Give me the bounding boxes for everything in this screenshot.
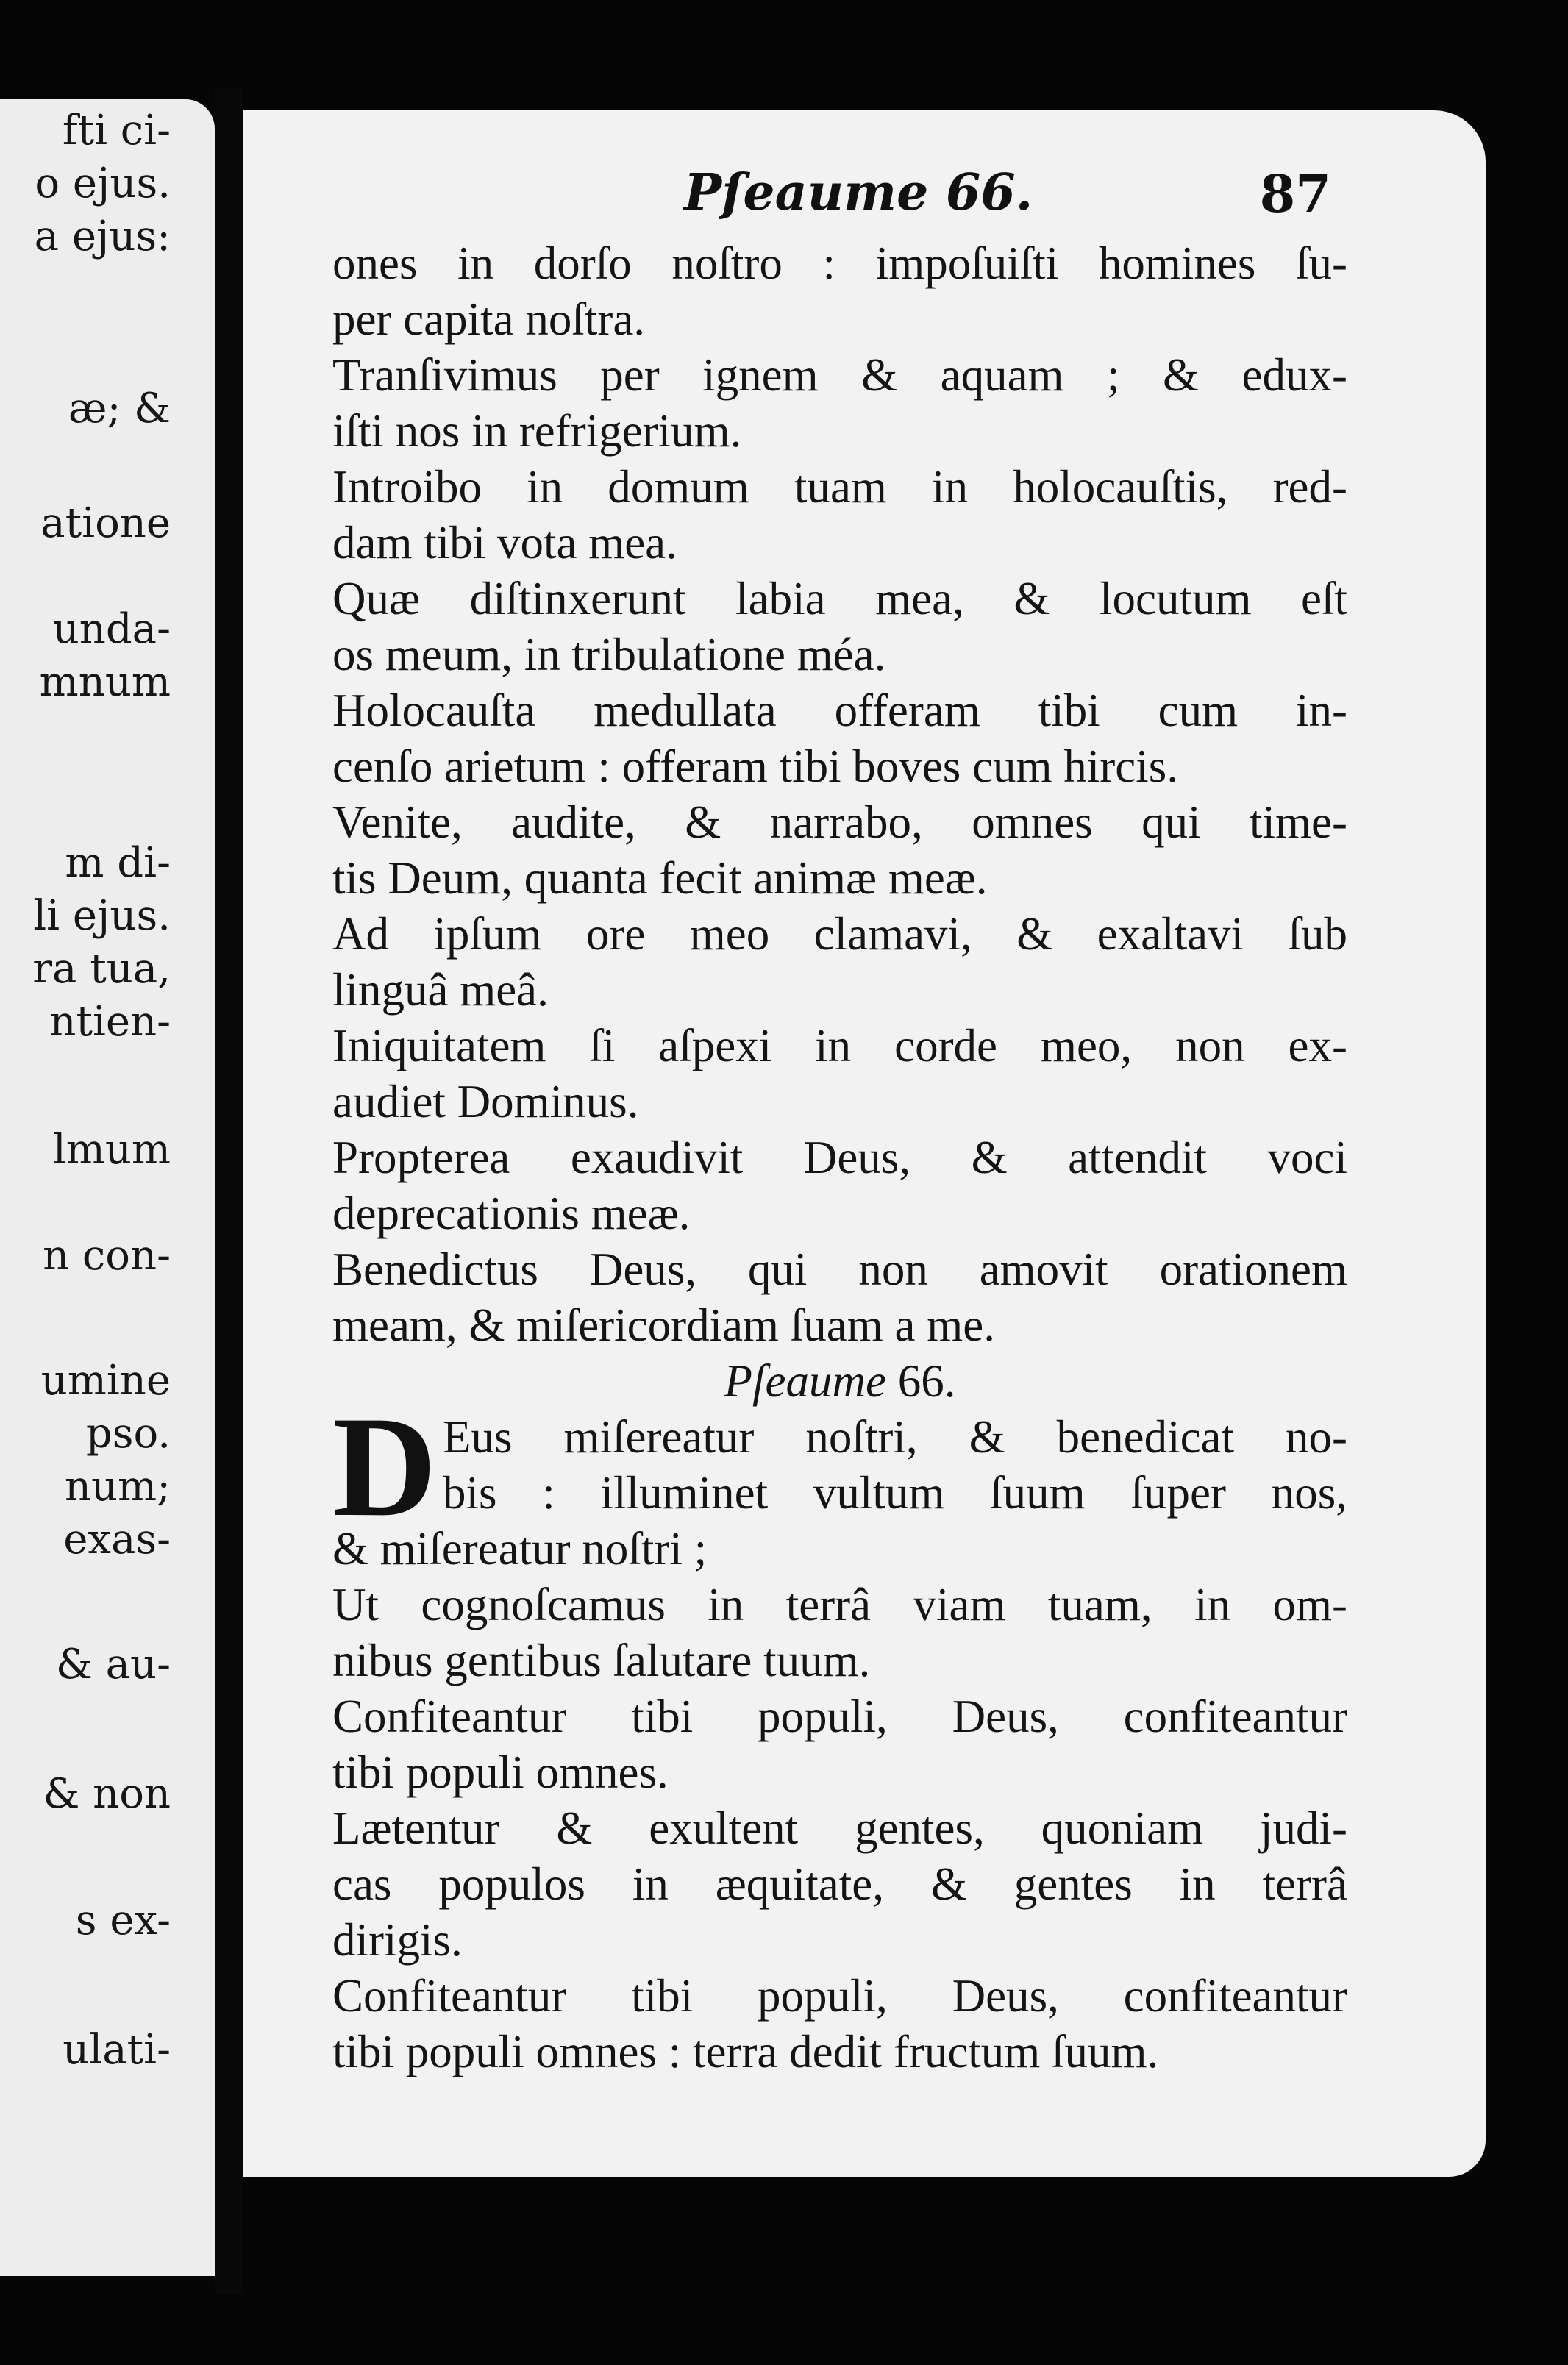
fragment-line: li ejus. [33, 892, 171, 940]
text-line: Confiteantur tibi populi, Deus, confiteantur [332, 1691, 1347, 1742]
fragment-line: umine [40, 1357, 171, 1405]
fragment-line: n con- [43, 1232, 171, 1280]
psalm-65-verses [332, 235, 1347, 1353]
text-line: Eus miſereatur noſtri, & benedicat no- [443, 1411, 1347, 1463]
page-number: 87 [1259, 163, 1331, 224]
fragment-line: num; [64, 1463, 171, 1510]
fragment-line: ntien- [49, 998, 171, 1046]
text-line: cas populos in æquitate, & gentes in terrâ [332, 1858, 1347, 1910]
drop-cap-lines [332, 1387, 1347, 1547]
fragment-line: fti ci- [62, 107, 171, 154]
text-line: tis Deum, quanta fecit animæ meæ. [332, 852, 988, 904]
text-line: dirigis. [332, 1914, 463, 1966]
fragment-line: lmum [52, 1126, 171, 1174]
text-line: dam tibi vota mea. [332, 517, 677, 568]
psalm-heading-word: Pſeaume [724, 1355, 886, 1407]
drop-cap: D [332, 1387, 437, 1547]
text-line: Benedictus Deus, qui non amovit orationem [332, 1244, 1347, 1295]
text-line: & miſereatur noſtri ; [332, 1523, 708, 1574]
text-line: Introibo in domum tuam in holocauſtis, red- [332, 461, 1347, 513]
previous-page-fragment [0, 99, 215, 2276]
fragment-line: s ex- [75, 1897, 171, 1944]
fragment-line: pso. [85, 1410, 171, 1458]
text-line: cenſo arietum : offeram tibi boves cum hircis. [332, 741, 1178, 792]
fragment-line: m di- [65, 839, 171, 887]
psalm-text [332, 235, 1347, 2080]
fragment-line: unda- [52, 605, 171, 653]
text-line: Tranſivimus per ignem & aquam ; & edux- [332, 349, 1347, 401]
running-head: Pſeaume 66. [684, 163, 1033, 222]
fragment-line: mnum [39, 658, 171, 706]
fragment-line: o ejus. [35, 160, 171, 207]
text-line: deprecationis meæ. [332, 1188, 691, 1239]
text-line: Holocauſta medullata offeram tibi cum in- [332, 685, 1347, 736]
scan-border [0, 2316, 1568, 2365]
text-line: ones in dorſo noſtro : impoſuiſti homines ſu- [332, 238, 1347, 289]
fragment-line: atione [40, 499, 171, 547]
text-line: Propterea exaudivit Deus, & attendit voci [332, 1132, 1347, 1183]
text-line: Venite, audite, & narrabo, omnes qui time- [332, 796, 1347, 848]
text-line: meam, & miſericordiam ſuam a me. [332, 1299, 995, 1351]
psalm-heading [332, 1353, 1347, 1409]
fragment-line: ra tua, [32, 945, 171, 993]
text-line: os meum, in tribulatione méa. [332, 629, 886, 680]
text-line: nibus gentibus ſalutare tuum. [332, 1635, 871, 1686]
fragment-line: & non [43, 1770, 171, 1818]
text-line: Ad ipſum ore meo clamavi, & exaltavi ſub [332, 908, 1347, 960]
text-line: bis : illuminet vultum ſuum ſuper nos, [443, 1467, 1347, 1519]
psalm-66-verses [332, 1521, 1347, 2080]
text-line: linguâ meâ. [332, 964, 549, 1016]
opening-verse [332, 1387, 1347, 1547]
text-line: Confiteantur tibi populi, Deus, confiteantur [332, 1970, 1347, 2022]
book-gutter [215, 88, 243, 2294]
fragment-line: a ejus: [34, 213, 171, 260]
text-line: iſti nos in refrigerium. [332, 405, 742, 457]
text-line: Quæ diſtinxerunt labia mea, & locutum eſt [332, 573, 1347, 624]
text-line: Iniquitatem ſi aſpexi in corde meo, non ex- [332, 1020, 1347, 1071]
psalm-heading-number: 66. [897, 1355, 956, 1407]
text-line: tibi populi omnes : terra dedit fructum ſuum. [332, 2026, 1159, 2077]
fragment-line: ulati- [63, 2026, 171, 2074]
text-line: per capita noſtra. [332, 293, 646, 345]
fragment-line: æ; & [68, 385, 171, 432]
text-line: audiet Dominus. [332, 1076, 639, 1127]
text-line: Ut cognoſcamus in terrâ viam tuam, in om- [332, 1579, 1347, 1630]
fragment-line: exas- [63, 1516, 171, 1563]
text-line: Lætentur & exultent gentes, quoniam judi- [332, 1802, 1347, 1854]
book-page [243, 110, 1486, 2177]
text-line: tibi populi omnes. [332, 1747, 669, 1798]
fragment-line: & au- [55, 1641, 171, 1688]
